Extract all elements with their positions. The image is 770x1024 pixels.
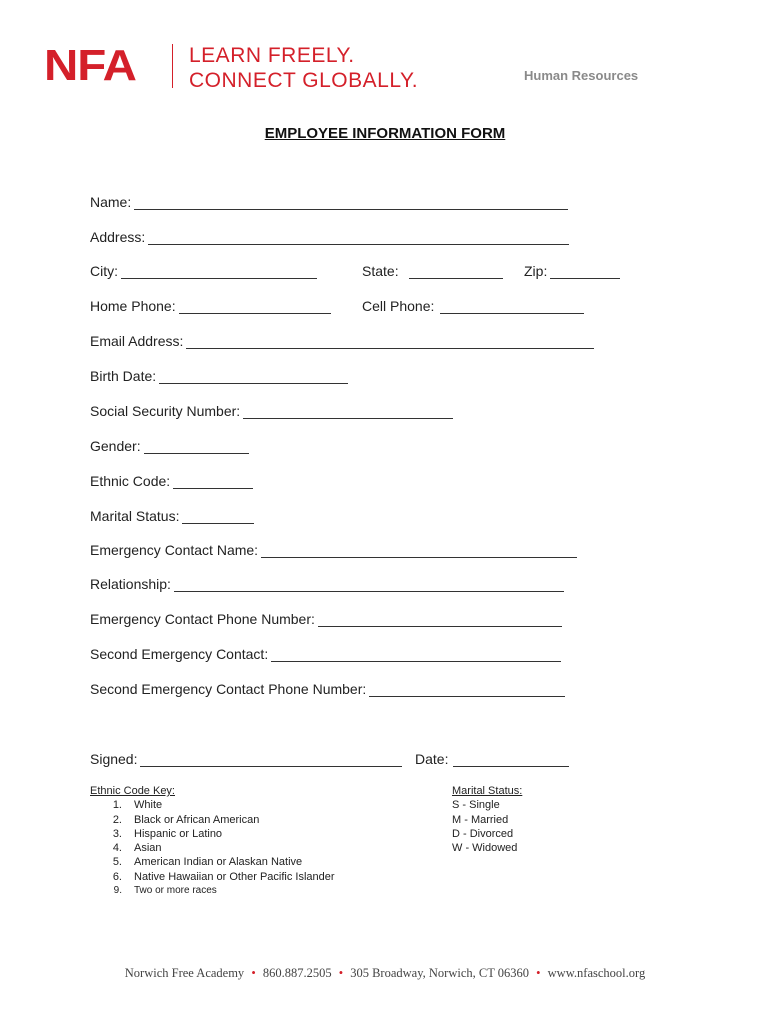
marital-status-field[interactable] xyxy=(90,506,254,524)
list-number: 5. xyxy=(112,856,122,869)
footer-separator: • xyxy=(536,966,541,980)
second-emergency-contact-phone-line[interactable] xyxy=(369,682,565,697)
cell-phone-label: Cell Phone: xyxy=(362,298,435,314)
relationship-line[interactable] xyxy=(174,577,564,592)
state-line[interactable] xyxy=(409,264,503,279)
footer-separator: • xyxy=(338,966,344,980)
emergency-contact-phone-label: Emergency Contact Phone Number: xyxy=(90,611,315,627)
emergency-contact-name-line[interactable] xyxy=(261,543,577,558)
state-label: State: xyxy=(362,263,399,279)
footer-address: 305 Broadway, Norwich, CT 06360 xyxy=(350,966,530,980)
second-emergency-contact-line[interactable] xyxy=(271,647,561,662)
emergency-contact-name-field[interactable] xyxy=(90,540,577,558)
birth-date-label: Birth Date: xyxy=(90,368,157,384)
list-number: 2. xyxy=(112,813,122,826)
list-number: 6. xyxy=(112,870,122,883)
list-item xyxy=(90,827,335,841)
ethnic-code-key-heading: Ethnic Code Key: xyxy=(90,785,175,797)
list-number: 4. xyxy=(112,842,122,855)
email-line[interactable] xyxy=(186,334,594,349)
list-item xyxy=(90,798,335,812)
second-emergency-contact-phone-field[interactable] xyxy=(90,679,565,697)
zip-label: Zip: xyxy=(524,263,548,279)
cell-phone-field[interactable] xyxy=(362,296,584,314)
birth-date-field[interactable] xyxy=(90,366,348,384)
zip-field[interactable] xyxy=(524,261,620,279)
logo-divider xyxy=(172,44,173,88)
list-number: 3. xyxy=(112,827,122,840)
ethnic-code-line[interactable] xyxy=(173,474,253,489)
ethnic-code-key xyxy=(90,784,335,898)
list-label: Native Hawaiian or Other Pacific Islander xyxy=(134,870,335,883)
footer-website[interactable]: www.nfaschool.org xyxy=(547,966,646,980)
address-field[interactable] xyxy=(90,227,569,245)
form-title: EMPLOYEE INFORMATION FORM xyxy=(264,125,506,142)
list-item xyxy=(90,841,335,855)
email-field[interactable] xyxy=(90,331,594,349)
list-label: Asian xyxy=(134,842,162,855)
date-field[interactable] xyxy=(415,749,569,767)
ssn-label: Social Security Number: xyxy=(90,403,241,419)
ethnic-code-field[interactable] xyxy=(90,471,253,489)
home-phone-field[interactable] xyxy=(90,296,331,314)
nfa-logo: NFA xyxy=(44,41,136,90)
city-field[interactable] xyxy=(90,261,317,279)
footer-phone: 860.887.2505 xyxy=(262,966,332,980)
list-item: M - Married xyxy=(452,813,509,826)
gender-field[interactable] xyxy=(90,436,249,454)
date-line[interactable] xyxy=(453,752,569,767)
list-item xyxy=(90,855,335,869)
name-label: Name: xyxy=(90,194,132,210)
tagline-line-2: CONNECT GLOBALLY. xyxy=(189,69,419,92)
tagline-line-1: LEARN FREELY. xyxy=(189,44,355,67)
list-item: W - Widowed xyxy=(452,842,518,855)
second-emergency-contact-phone-label: Second Emergency Contact Phone Number: xyxy=(90,681,367,697)
list-label: Two or more races xyxy=(134,885,217,897)
list-item: D - Divorced xyxy=(452,827,514,840)
gender-label: Gender: xyxy=(90,438,141,454)
name-field[interactable] xyxy=(90,192,568,210)
list-number: 9. xyxy=(113,885,122,897)
department-label: Human Resources xyxy=(524,68,639,83)
signature-line[interactable] xyxy=(140,752,402,767)
signed-label: Signed: xyxy=(90,751,138,767)
address-line[interactable] xyxy=(148,230,569,245)
zip-line[interactable] xyxy=(550,264,620,279)
marital-status-key xyxy=(452,784,522,855)
emergency-contact-phone-field[interactable] xyxy=(90,609,562,627)
list-label: White xyxy=(134,799,163,812)
date-label: Date: xyxy=(415,751,449,767)
list-item xyxy=(90,813,335,827)
home-phone-label: Home Phone: xyxy=(90,298,176,314)
list-item: S - Single xyxy=(452,799,500,812)
list-label: American Indian or Alaskan Native xyxy=(134,856,303,869)
relationship-field[interactable] xyxy=(90,574,564,592)
emergency-contact-phone-line[interactable] xyxy=(318,612,562,627)
list-number: 1. xyxy=(112,799,122,812)
marital-status-line[interactable] xyxy=(182,509,254,524)
second-emergency-contact-label: Second Emergency Contact: xyxy=(90,646,269,662)
ethnic-code-label: Ethnic Code: xyxy=(90,473,171,489)
cell-phone-line[interactable] xyxy=(440,299,584,314)
marital-status-key-heading: Marital Status: xyxy=(452,785,523,797)
birth-date-line[interactable] xyxy=(159,369,348,384)
list-label: Hispanic or Latino xyxy=(134,827,223,840)
email-label: Email Address: xyxy=(90,333,184,349)
state-field[interactable] xyxy=(362,261,503,279)
list-label: Black or African American xyxy=(134,813,260,826)
address-label: Address: xyxy=(90,229,146,245)
gender-line[interactable] xyxy=(144,439,249,454)
emergency-contact-name-label: Emergency Contact Name: xyxy=(90,542,259,558)
city-label: City: xyxy=(90,263,118,279)
name-line[interactable] xyxy=(134,195,568,210)
city-line[interactable] xyxy=(121,264,317,279)
ssn-field[interactable] xyxy=(90,401,453,419)
footer-school: Norwich Free Academy xyxy=(124,966,245,980)
list-item xyxy=(90,884,335,898)
footer-separator: • xyxy=(251,966,256,980)
home-phone-line[interactable] xyxy=(179,299,331,314)
second-emergency-contact-field[interactable] xyxy=(90,644,561,662)
marital-status-label: Marital Status: xyxy=(90,508,180,524)
list-item xyxy=(90,870,335,884)
footer xyxy=(0,966,770,981)
relationship-label: Relationship: xyxy=(90,576,171,592)
ssn-line[interactable] xyxy=(243,404,453,419)
signed-field[interactable] xyxy=(90,749,402,767)
